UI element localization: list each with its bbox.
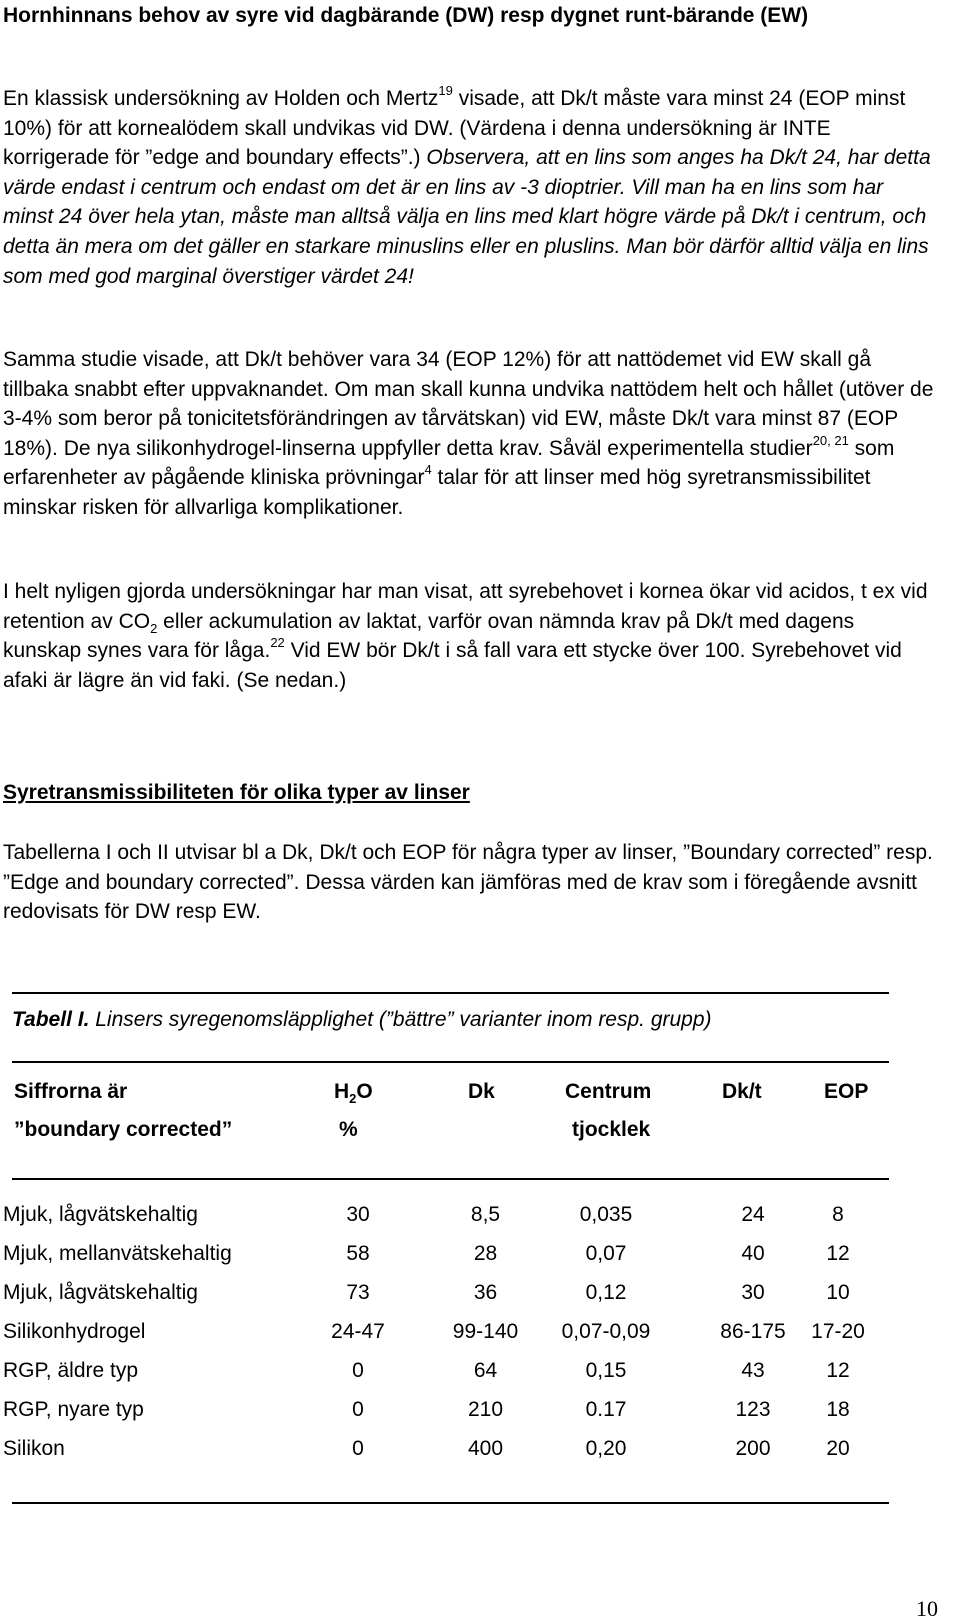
- section-heading: Syretransmissibiliteten för olika typer av linser: [3, 781, 470, 804]
- header-label-line2: ”boundary corrected”: [14, 1118, 233, 1141]
- table-caption-text: Linsers syregenomsläpplighet (”bättre” varianter inom resp. grupp): [89, 1008, 712, 1031]
- footnote-ref-20-21: 20, 21: [812, 432, 849, 448]
- paragraph-dw-requirements: [3, 84, 938, 291]
- table-row: [3, 1242, 938, 1274]
- cell-eop: 18: [826, 1398, 850, 1421]
- cell-centrum: 0,07: [585, 1242, 627, 1265]
- cell-name: RGP, äldre typ: [3, 1359, 139, 1382]
- header-eop: EOP: [824, 1080, 869, 1103]
- header-h2o-sub: 2: [349, 1091, 357, 1107]
- para3-text-c: Vid EW bör Dk/t i så fall vara ett stycke över 100. Syrebehovet vid afaki är lägre än vid faki. (Se nedan.): [3, 639, 902, 692]
- cell-dk: 210: [467, 1398, 504, 1421]
- cell-dkt: 43: [741, 1359, 765, 1382]
- cell-h2o: 0: [352, 1359, 364, 1382]
- cell-centrum: 0.17: [585, 1398, 627, 1421]
- cell-h2o: 0: [352, 1398, 364, 1421]
- cell-dkt: 200: [735, 1437, 771, 1460]
- header-h2o-o: O: [356, 1080, 373, 1103]
- header-label-line1: Siffrorna är: [14, 1080, 128, 1103]
- footnote-ref-19: 19: [438, 83, 453, 98]
- cell-name: Silikonhydrogel: [3, 1320, 146, 1343]
- cell-centrum: 0,20: [585, 1437, 627, 1460]
- header-h2o-unit: %: [339, 1118, 358, 1141]
- cell-h2o: 30: [346, 1203, 370, 1226]
- cell-dk: 99-140: [452, 1320, 519, 1343]
- table-bottom-rule: [12, 1502, 889, 1504]
- paragraph-acidosis: [3, 577, 938, 695]
- header-dk: Dk: [468, 1080, 495, 1103]
- para1-text-a: En klassisk undersökning av Holden och Mertz: [3, 87, 439, 110]
- para2-text-c: talar för att linser med hög syretransmissibilitet minskar risken för allvarliga komplikationer.: [3, 466, 871, 519]
- cell-dk: 8,5: [470, 1203, 501, 1226]
- para2-text-b: som erfarenheter av pågående kliniska prövningar: [3, 436, 895, 490]
- cell-centrum: 0,07-0,09: [561, 1320, 651, 1343]
- cell-dk: 28: [473, 1242, 498, 1265]
- cell-eop: 8: [832, 1203, 844, 1226]
- cell-dkt: 40: [741, 1242, 765, 1265]
- para1-text-b: visade, att Dk/t måste vara minst 24 (EOP minst 10%) för att kornealödem skall undvikas vid DW. (Värdena i denna undersökning är INTE korrigerade för ”edge and boundary effects”.): [3, 87, 906, 170]
- cell-name: Silikon: [3, 1437, 65, 1460]
- cell-dk: 400: [467, 1437, 504, 1460]
- para3-text-b: eller ackumulation av laktat, varför ovan nämnda krav på Dk/t med dagens kunskap synes vara för låga.: [3, 609, 855, 663]
- para3-text-a: I helt nyligen gjorda undersökningar har man visat, att syrebehovet i kornea ökar vid acidos, t ex vid retention av CO: [3, 580, 928, 633]
- table-caption: [12, 1005, 712, 1035]
- cell-eop: 12: [826, 1242, 850, 1265]
- table-top-rule: [12, 992, 889, 994]
- table-header-rule: [12, 1178, 889, 1180]
- header-h2o-h: H: [334, 1080, 350, 1103]
- table-row: [3, 1437, 938, 1469]
- para1-italic-note: Observera, att en lins som anges ha Dk/t 24, har detta värde endast i centrum och endast om det är en lins av -3 dioptrier. Vill man ha en lins som har minst 24 över hela ytan, måste man alltså välja en lins med klart högre värde på Dk/t i centrum, och detta än mera om det gäller en starkare minuslins eller en pluslins. Man bör därför alltid välja en lins som med god marginal överstiger värdet 24!: [3, 146, 931, 288]
- paragraph-tables-intro: Tabellerna I och II utvisar bl a Dk, Dk/t och EOP för några typer av linser, ”Boundary corrected” resp. ”Edge and boundary corrected”. Dessa värden kan jämföras med de krav som i föregående avsnitt redovisats för DW resp EW.: [3, 841, 933, 924]
- table-caption-label: Tabell I.: [12, 1008, 90, 1031]
- cell-name: Mjuk, lågvätskehaltig: [3, 1203, 198, 1226]
- cell-dk: 36: [473, 1281, 498, 1304]
- table-row: [3, 1320, 938, 1352]
- cell-name: Mjuk, lågvätskehaltig: [3, 1281, 198, 1304]
- cell-name: Mjuk, mellanvätskehaltig: [3, 1242, 232, 1265]
- header-centrum: Centrum: [565, 1080, 652, 1103]
- paragraph-ew-requirements: [3, 345, 938, 523]
- header-centrum-tjocklek: tjocklek: [572, 1118, 651, 1141]
- table-row: [3, 1398, 938, 1430]
- cell-centrum: 0,15: [585, 1359, 627, 1382]
- para2-text-a: Samma studie visade, att Dk/t behöver vara 34 (EOP 12%) för att nattödemet vid EW skall gå tillbaka snabbt efter uppvaknandet. Om man skall kunna undvika nattödem helt och hållet (utöver de 3-4% som beror på tonicitetsförändringen av tårvätskan) vid EW, måste Dk/t vara minst 87 (EOP 18%). De nya silikonhydrogel-linserna uppfyller detta krav. Såväl experimentella studier: [3, 348, 934, 460]
- table-row: [3, 1203, 938, 1235]
- cell-name: RGP, nyare typ: [3, 1398, 144, 1421]
- header-dkt: Dk/t: [722, 1080, 762, 1103]
- table-caption-rule: [12, 1061, 889, 1063]
- cell-h2o: 73: [346, 1281, 370, 1304]
- cell-dkt: 30: [741, 1281, 765, 1304]
- cell-eop: 17-20: [811, 1320, 865, 1343]
- cell-h2o: 0: [352, 1437, 364, 1460]
- cell-dk: 64: [473, 1359, 498, 1382]
- cell-h2o: 24-47: [331, 1320, 385, 1343]
- cell-eop: 12: [826, 1359, 850, 1382]
- table-row: [3, 1359, 938, 1391]
- table-row: [3, 1281, 938, 1313]
- cell-eop: 20: [826, 1437, 850, 1460]
- footnote-ref-22: 22: [270, 635, 285, 651]
- page-number: 10: [916, 1596, 938, 1621]
- footnote-ref-4: 4: [424, 462, 432, 478]
- co2-subscript: 2: [150, 620, 158, 636]
- cell-eop: 10: [826, 1281, 850, 1304]
- page-title: Hornhinnans behov av syre vid dagbärande (DW) resp dygnet runt-bärande (EW): [3, 4, 809, 27]
- cell-centrum: 0,12: [585, 1281, 627, 1304]
- cell-dkt: 86-175: [720, 1320, 786, 1343]
- cell-dkt: 24: [741, 1203, 765, 1226]
- cell-centrum: 0,035: [579, 1203, 633, 1226]
- cell-dkt: 123: [735, 1398, 771, 1421]
- header-h2o: [334, 1080, 373, 1107]
- cell-h2o: 58: [346, 1242, 370, 1265]
